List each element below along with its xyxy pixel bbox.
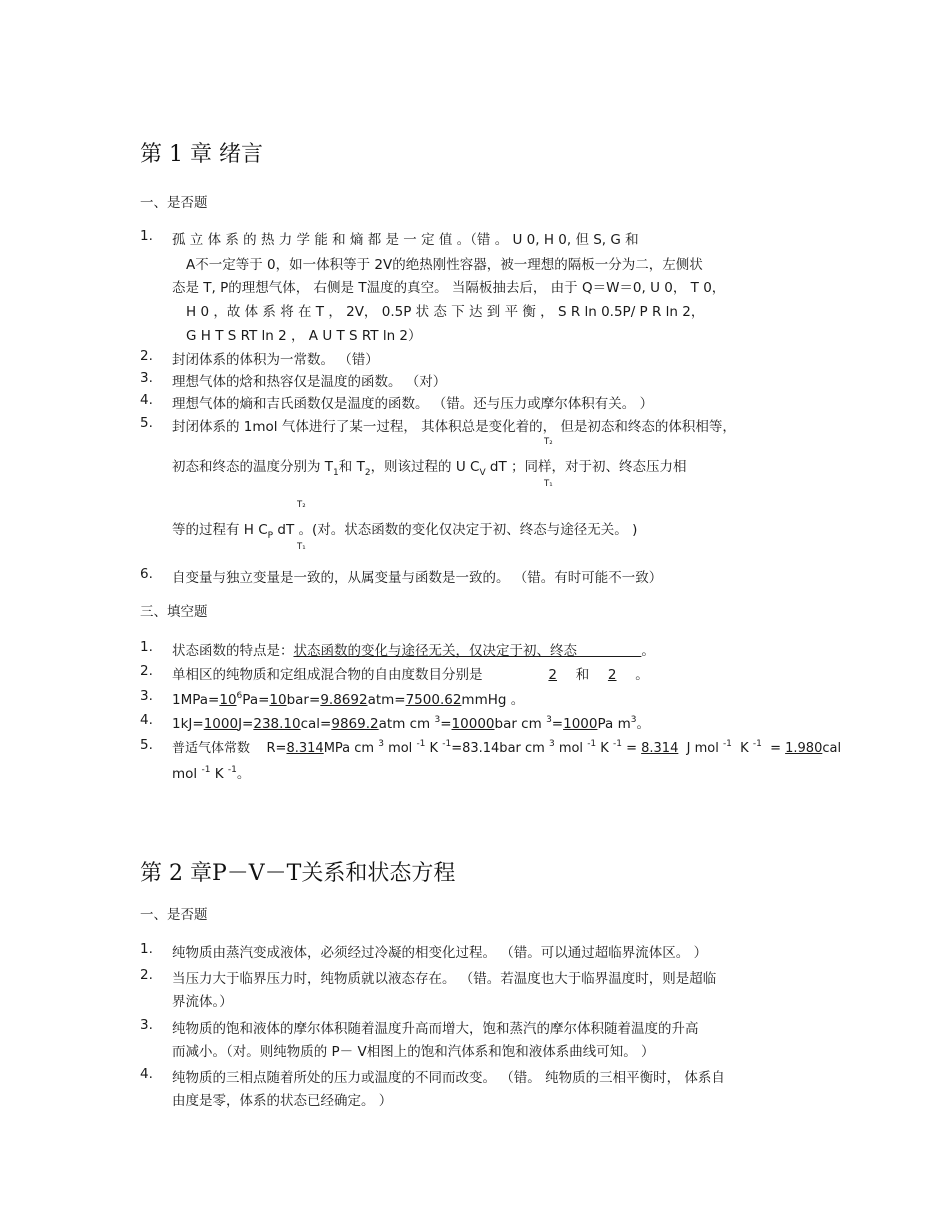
ch2-question-3-line-2: 而减小。（对。则纯物质的 P－ V相图上的饱和汽体系和饱和液体系曲线可知。 ） — [172, 1044, 655, 1060]
section-true-false: 一、是否题 — [140, 195, 208, 211]
fill-2-answer-1: 2 — [548, 667, 558, 683]
question-3: 理想气体的焓和热容仅是温度的函数。 （对） — [172, 374, 447, 390]
section-true-false: 一、是否题 — [140, 907, 208, 923]
item-number: 2. — [140, 663, 153, 679]
question-1-line-1: 孤 立 体 系 的 热 力 学 能 和 熵 都 是 一 定 值 。（错 。 U 0, H 0, 但 S, G 和 — [172, 232, 639, 248]
item-number: 2. — [140, 967, 153, 983]
question-2: 封闭体系的体积为一常数。 （错） — [172, 352, 379, 368]
ch2-question-3-line-1: 纯物质的饱和液体的摩尔体积随着温度升高而增大，饱和蒸汽的摩尔体积随着温度的升高 — [172, 1021, 699, 1037]
item-number: 1. — [140, 639, 153, 655]
question-5-line-1: 封闭体系的 1mol 气体进行了某一过程， 其体积总是变化着的， 但是初态和终态的体积相等， — [172, 419, 736, 435]
item-number: 5. — [140, 415, 153, 431]
question-1-line-3: 态是 T, P的理想气体， 右侧是 T温度的真空。 当隔板抽去后， 由于 Q＝W＝0, U 0， T 0， — [172, 280, 726, 296]
fill-5-line-2: mol $^{-1}$ K $^{-1}$。 — [172, 765, 251, 782]
item-number: 2. — [140, 348, 153, 364]
ch2-question-4-line-1: 纯物质的三相点随着所处的压力或温度的不同而改变。 （错。 纯物质的三相平衡时， 体系自 — [172, 1070, 725, 1086]
item-number: 3. — [140, 688, 153, 704]
question-5-line-2: 初态和终态的温度分别为 $T_1$和 $T_2$，则该过程的 U $C_V$ dT ；同样，对于初、终态压力相 — [172, 459, 687, 478]
ch2-question-2-line-2: 界流体。） — [172, 994, 233, 1010]
fill-2: 单相区的纯物质和定组成混合物的自由度数目分别是 2 和 2 。 — [172, 667, 649, 683]
item-number: 3. — [140, 1017, 153, 1033]
ch2-question-2-line-1: 当压力大于临界压力时，纯物质就以液态存在。 （错。若温度也大于临界温度时，则是超临 — [172, 971, 717, 987]
question-1-line-4: H 0 ，故 体 系 将 在 T ， 2V， 0.5P 状 态 下 达 到 平 衡 ， S R ln 0.5P/ P R ln 2， — [186, 304, 705, 320]
fill-5-line-1: 普适气体常数 R=8.314MPa cm $^3$ mol $^{-1}$ K $^{-1}$=83.14bar cm $^3$ mol $^{-1}$ K $^{-1}$ = 8.314 J mol $^{-1}$ K $^{-1}$ = 1.980cal — [172, 739, 842, 756]
fill-1-answer: 状态函数的变化与途径无关，仅决定于初、终态 — [293, 643, 642, 659]
item-number: 4. — [140, 1066, 153, 1082]
integral-lower-limit: T₁ — [297, 542, 306, 552]
item-number: 1. — [140, 228, 153, 244]
fill-3: $1MPa=10^6Pa=10bar=9.8692atm=7500.62mmHg$ 。 — [172, 691, 525, 708]
question-6: 自变量与独立变量是一致的，从属变量与函数是一致的。 （错。有时可能不一致） — [172, 570, 663, 586]
question-5-line-3: 等的过程有 H $C_P$ dT 。(对。状态函数的变化仅决定于初、终态与途径无关。 ) — [172, 522, 638, 541]
fill-4: 1kJ=1000J=238.10cal=9869.2atm cm $^3$=10000bar cm $^3$=1000Pa $m^3$。 — [172, 715, 650, 732]
question-1-line-5: G H T S RT ln 2 ， A U T S RT ln 2） — [186, 328, 422, 344]
item-number: 1. — [140, 941, 153, 957]
ch2-question-1: 纯物质由蒸汽变成液体，必须经过冷凝的相变化过程。 （错。可以通过超临界流体区。 ） — [172, 945, 708, 961]
chapter-1-title: 第 1 章 绪言 — [140, 142, 263, 167]
integral-upper-limit: T₂ — [544, 437, 553, 447]
item-number: 4. — [140, 712, 153, 728]
item-number: 6. — [140, 566, 153, 582]
item-number: 4. — [140, 392, 153, 408]
chapter-2-title: 第 2 章P－V－T关系和状态方程 — [140, 861, 456, 886]
question-4: 理想气体的熵和吉氏函数仅是温度的函数。 （错。还与压力或摩尔体积有关。 ） — [172, 396, 654, 412]
item-number: 5. — [140, 737, 153, 753]
integral-upper-limit: T₂ — [297, 500, 306, 510]
question-1-line-2: A不一定等于 0，如一体积等于 2V的绝热刚性容器，被一理想的隔板一分为二，左侧状 — [186, 257, 703, 273]
section-fill-in: 三、填空题 — [140, 604, 208, 620]
integral-lower-limit: T₁ — [544, 479, 553, 489]
fill-1: 状态函数的特点是：状态函数的变化与途径无关，仅决定于初、终态 。 — [172, 643, 655, 659]
item-number: 3. — [140, 370, 153, 386]
fill-2-answer-2: 2 — [607, 667, 617, 683]
ch2-question-4-line-2: 由度是零，体系的状态已经确定。 ） — [172, 1093, 393, 1109]
